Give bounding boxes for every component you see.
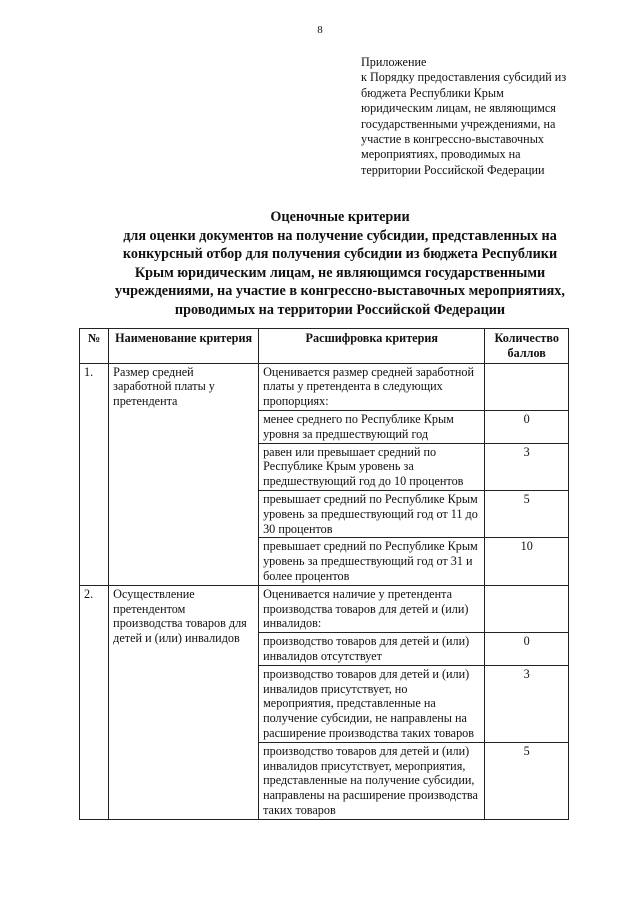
title-line: Оценочные критерии [270,209,410,225]
header-points: Количество баллов [485,329,569,364]
option-points: 0 [485,633,569,666]
criterion-intro: Оценивается размер средней заработной платы у претендента в следующих пропорциях: [259,363,485,410]
criterion-name: Размер средней заработной платы у претендента [109,363,259,585]
page-number: 8 [317,24,323,36]
points-cell-empty [485,585,569,632]
option-points: 3 [485,665,569,742]
annex-line: бюджета Республики Крым [361,85,504,100]
criteria-table [79,328,569,820]
annex-line: к Порядку предоставления субсидий из [361,70,567,85]
option-text: превышает средний по Республике Крым уровень за предшествующий год от 11 до 30 процентов [259,490,485,537]
title-line: проводимых на территории Российской Федерации [174,301,506,318]
criterion-number: 2. [80,585,109,819]
option-text: производство товаров для детей и (или) инвалидов присутствует, но мероприятия, представленные на получение субсидии, не направлены на расширение производства таких товаров [259,665,485,742]
option-text: производство товаров для детей и (или) инвалидов присутствует, мероприятия, представленные на получение субсидии, направлены на расширение производства таких товаров [259,742,485,819]
header-criterion-name: Наименование критерия [109,329,259,364]
option-text: превышает средний по Республике Крым уровень за предшествующий год от 31 и более процентов [259,538,485,585]
header-number: № [80,329,109,364]
table-header-row [80,329,569,364]
annex-note [361,55,601,178]
title-line: для оценки документов на получение субсидии, представленных на [123,227,557,244]
table-row [80,585,569,632]
annex-line: мероприятиях, проводимых на [361,147,521,162]
criterion-intro: Оценивается наличие у претендента производства товаров для детей и (или) инвалидов: [259,585,485,632]
option-points: 5 [485,742,569,819]
option-text: производство товаров для детей и (или) инвалидов отсутствует [259,633,485,666]
option-points: 5 [485,490,569,537]
title-line: Крым юридическим лицам, не являющимся государственными [134,264,546,281]
option-text: равен или превышает средний по Республике Крым уровень за предшествующий год до 10 процентов [259,443,485,490]
header-criterion-description: Расшифровка критерия [259,329,485,364]
annex-line: участие в конгрессно-выставочных [361,132,544,147]
points-cell-empty [485,363,569,410]
table-row [80,363,569,410]
criterion-name: Осуществление претендентом производства товаров для детей и (или) инвалидов [109,585,259,819]
document-title [20,208,640,320]
title-line: учреждениями, на участие в конгрессно-выставочных мероприятиях, [115,283,565,300]
option-points: 10 [485,538,569,585]
criterion-number: 1. [80,363,109,585]
title-line: конкурсный отбор для получения субсидии из бюджета Республики [122,246,558,263]
annex-line: территории Российской Федерации [361,162,545,177]
annex-line: юридическим лицам, не являющимся [361,101,556,116]
option-points: 3 [485,443,569,490]
annex-line: Приложение [361,55,427,69]
annex-line: государственными учреждениями, на [361,116,556,131]
option-points: 0 [485,410,569,443]
option-text: менее среднего по Республике Крым уровня за предшествующий год [259,410,485,443]
